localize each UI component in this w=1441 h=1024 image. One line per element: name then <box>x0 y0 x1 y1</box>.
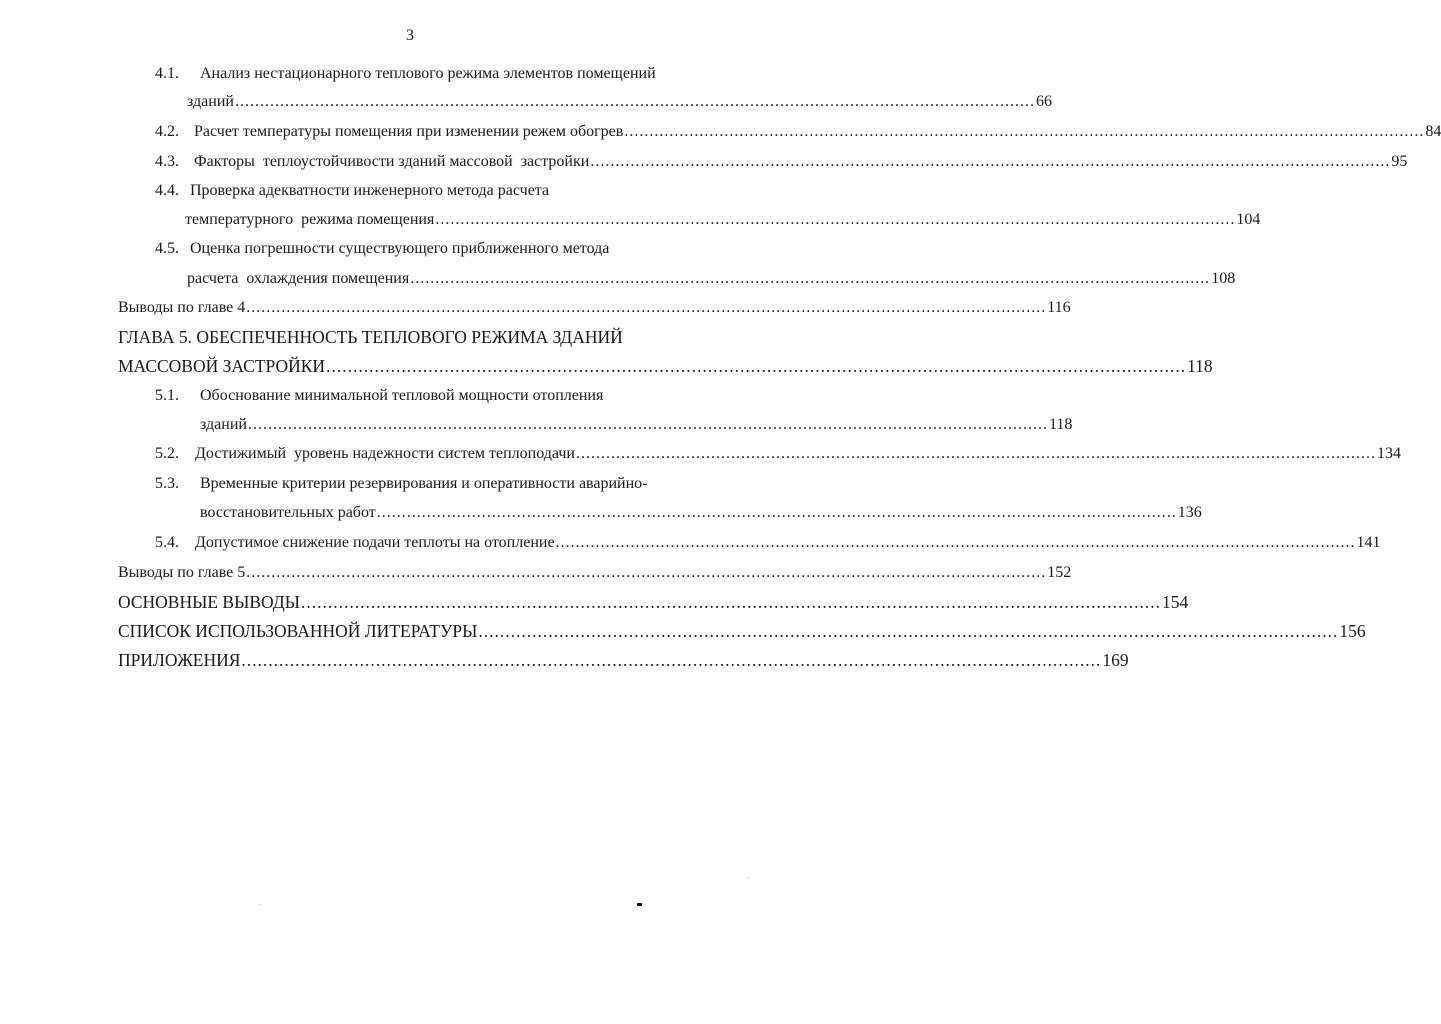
page-ref: 116 <box>1047 299 1071 316</box>
section-title-line2: температурного режима помещения <box>185 211 435 228</box>
page-ref: 118 <box>1187 356 1213 376</box>
toc-entry-5-3-heading <box>155 472 648 496</box>
page-ref: 95 <box>1391 153 1408 170</box>
toc-entry-4-1-heading <box>155 62 656 86</box>
section-number: 4.3. <box>155 153 179 170</box>
toc-entry-references <box>118 619 1366 643</box>
section-title-line2: восстановительных работ <box>200 504 376 521</box>
toc-entry-4-4-leader <box>185 208 1261 232</box>
page-ref: 154 <box>1162 592 1189 612</box>
toc-entry-conclusions-ch4 <box>118 296 1071 320</box>
section-number: 5.2. <box>155 445 179 462</box>
toc-entry-5-1-heading <box>155 384 603 408</box>
page-ref: 66 <box>1035 93 1052 110</box>
chapter-title-line2: МАССОВОЙ ЗАСТРОЙКИ <box>118 356 326 376</box>
page-ref: 152 <box>1047 564 1072 581</box>
toc-entry-5-3-leader <box>200 501 1202 525</box>
toc-entry-conclusions-ch5 <box>118 561 1072 585</box>
page-ref: 118 <box>1048 416 1073 433</box>
toc-entry-4-1-leader <box>187 90 1052 114</box>
toc-entry-4-2 <box>155 120 1441 144</box>
section-title: СПИСОК ИСПОЛЬЗОВАННОЙ ЛИТЕРАТУРЫ <box>118 621 478 641</box>
page-ref: 108 <box>1211 270 1236 287</box>
toc-entry-main-conclusions <box>118 590 1189 614</box>
dot-leader: ................................................................................................................................................................ <box>435 211 1236 228</box>
toc-entry-4-4-heading <box>155 179 549 203</box>
dot-leader: ................................................................................................................................................................ <box>247 416 1048 433</box>
dot-leader: ................................................................................................................................................................ <box>376 504 1177 521</box>
section-title: Достижимый уровень надежности систем теплоподачи <box>195 445 575 462</box>
section-title: ОСНОВНЫЕ ВЫВОДЫ <box>118 592 301 612</box>
section-title: Факторы теплоустойчивости зданий массовой застройки <box>194 153 590 170</box>
toc-entry-5-4 <box>155 531 1381 555</box>
page-ref: 134 <box>1376 445 1401 462</box>
dot-leader: ................................................................................................................................................................ <box>575 445 1376 462</box>
page-ref: 141 <box>1356 534 1381 551</box>
dot-leader: ................................................................................................................................................................ <box>590 153 1391 170</box>
dot-leader: ................................................................................................................................................................ <box>410 270 1211 287</box>
chapter-title-line1: ГЛАВА 5. ОБЕСПЕЧЕННОСТЬ ТЕПЛОВОГО РЕЖИМА ЗДАНИЙ <box>118 327 623 347</box>
page-number: 3 <box>406 27 414 44</box>
toc-entry-4-5-heading <box>155 237 609 261</box>
toc-entry-4-5-leader <box>187 267 1236 291</box>
section-title-line1: Анализ нестационарного теплового режима элементов помещений <box>200 65 656 82</box>
dot-leader: ................................................................................................................................................................ <box>234 93 1035 110</box>
section-title-line2: зданий <box>200 416 247 433</box>
section-number: 4.2. <box>155 123 179 140</box>
dot-leader: ................................................................................................................................................................ <box>326 356 1187 376</box>
section-title-line1: Обоснование минимальной тепловой мощности отопления <box>200 387 604 404</box>
section-title-line2: зданий <box>187 93 234 110</box>
section-title-line2: расчета охлаждения помещения <box>187 270 410 287</box>
toc-entry-5-2 <box>155 442 1401 466</box>
section-number: 5.3. <box>155 475 179 492</box>
dot-leader: ................................................................................................................................................................ <box>555 534 1356 551</box>
dot-leader: ................................................................................................................................................................ <box>246 564 1047 581</box>
section-number: 5.1. <box>155 387 179 404</box>
section-title-line1: Проверка адекватности инженерного метода расчета <box>190 182 550 199</box>
section-number: 4.4. <box>155 182 179 199</box>
page-ref: 104 <box>1236 211 1261 228</box>
toc-entry-chapter-5-leader <box>118 354 1213 378</box>
section-title: ПРИЛОЖЕНИЯ <box>118 650 241 670</box>
scan-speck <box>637 903 642 906</box>
section-title: Расчет температуры помещения при изменении режем обогрев <box>194 123 624 140</box>
dot-leader: ................................................................................................................................................................ <box>301 592 1162 612</box>
dot-leader: ................................................................................................................................................................ <box>624 123 1425 140</box>
section-number: 5.4. <box>155 534 179 551</box>
dot-leader: ................................................................................................................................................................ <box>241 650 1102 670</box>
section-title-line1: Оценка погрешности существующего приближенного метода <box>190 240 610 257</box>
section-title: Выводы по главе 4 <box>118 299 246 316</box>
dot-leader: ................................................................................................................................................................ <box>246 299 1047 316</box>
section-number: 4.1. <box>155 65 179 82</box>
section-title: Допустимое снижение подачи теплоты на отопление <box>195 534 555 551</box>
page-ref: 136 <box>1177 504 1202 521</box>
scan-speck <box>748 877 749 878</box>
section-title: Выводы по главе 5 <box>118 564 246 581</box>
dot-leader: ................................................................................................................................................................ <box>478 621 1339 641</box>
toc-entry-4-3 <box>155 150 1408 174</box>
section-number: 4.5. <box>155 240 179 257</box>
page-ref: 84 <box>1425 123 1441 140</box>
toc-entry-appendices <box>118 648 1129 672</box>
toc-entry-chapter-5-heading <box>118 325 623 349</box>
scan-speck <box>259 904 260 905</box>
toc-entry-5-1-leader <box>200 413 1073 437</box>
section-title-line1: Временные критерии резервирования и оперативности аварийно- <box>200 475 648 492</box>
page-ref: 169 <box>1102 650 1129 670</box>
page-ref: 156 <box>1339 621 1366 641</box>
